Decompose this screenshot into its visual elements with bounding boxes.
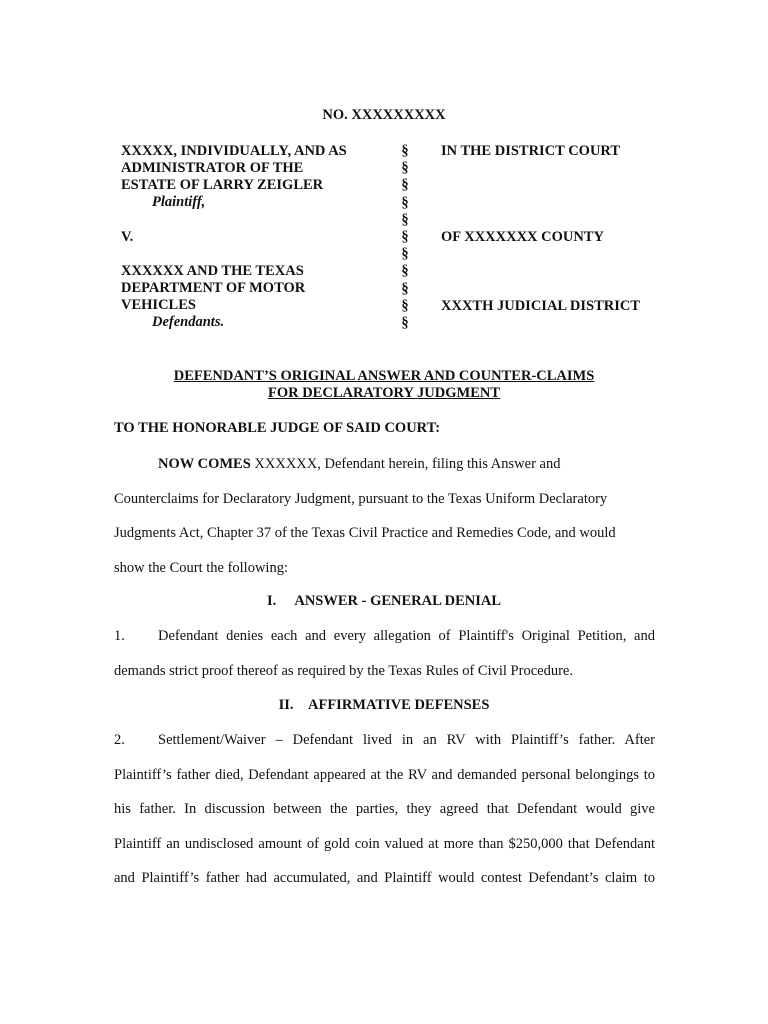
paragraph-line: Plaintiff’s father died, Defendant appeared at the RV and demanded personal belongings to [114, 766, 655, 783]
paragraph-number: 2. [114, 732, 125, 748]
section-symbol-column [399, 143, 411, 332]
section-symbol: § [401, 314, 409, 331]
section-2-title: AFFIRMATIVE DEFENSES [308, 697, 490, 713]
paragraph-line: Defendant denies each and every allegation of Plaintiff's Original Petition, and [158, 628, 655, 644]
paragraph-line: Settlement/Waiver – Defendant lived in an RV with Plaintiff’s father. After [158, 732, 655, 748]
title-line: FOR DECLARATORY JUDGMENT [267, 385, 501, 401]
intro-paragraph [114, 456, 655, 594]
plaintiff-line: ADMINISTRATOR OF THE [121, 160, 304, 176]
defendant-line: DEPARTMENT OF MOTOR [121, 280, 306, 296]
document-title [0, 368, 768, 402]
section-symbol: § [401, 263, 409, 280]
section-symbol: § [401, 280, 409, 297]
section-symbol: § [401, 211, 409, 228]
plaintiff-line: ESTATE OF LARRY ZEIGLER [121, 177, 324, 193]
paragraph-1-line-1 [114, 628, 655, 663]
section-symbol: § [401, 160, 409, 177]
case-number: NO. XXXXXXXXX [322, 107, 446, 123]
salutation: TO THE HONORABLE JUDGE OF SAID COURT: [114, 420, 441, 436]
paragraph-line: his father. In discussion between the parties, they agreed that Defendant would give [114, 801, 655, 818]
plaintiff-role: Plaintiff, [152, 194, 206, 210]
section-symbol: § [401, 143, 409, 159]
title-line: DEFENDANT’S ORIGINAL ANSWER AND COUNTER-CLAIMS [173, 368, 595, 384]
section-1-numeral: I. [266, 593, 277, 609]
intro-lead: NOW COMES [158, 456, 251, 472]
paragraph-2-line-1 [114, 732, 655, 767]
paragraph-2 [114, 732, 655, 905]
defendant-role: Defendants. [152, 314, 225, 330]
intro-line: XXXXXX, Defendant herein, filing this Answer and [250, 456, 561, 472]
plaintiff-line: XXXXX, INDIVIDUALLY, AND AS [121, 143, 347, 159]
section-2-numeral: II. [278, 697, 294, 713]
county-name: OF XXXXXXX COUNTY [441, 229, 604, 245]
intro-line: Judgments Act, Chapter 37 of the Texas Civil Practice and Remedies Code, and would [114, 525, 616, 542]
judicial-district: XXXTH JUDICIAL DISTRICT [441, 298, 641, 314]
section-symbol: § [401, 297, 409, 314]
paragraph-line: Plaintiff an undisclosed amount of gold coin valued at more than $250,000 that Defendant [114, 835, 655, 852]
section-1-heading [0, 593, 768, 610]
caption-defendant [121, 263, 391, 331]
section-symbol: § [401, 177, 409, 194]
caption-versus: V. [121, 229, 134, 245]
section-symbol: § [401, 194, 409, 211]
intro-line: Counterclaims for Declaratory Judgment, pursuant to the Texas Uniform Declaratory [114, 490, 608, 507]
paragraph-number: 1. [114, 628, 125, 644]
court-name: IN THE DISTRICT COURT [441, 143, 621, 159]
paragraph-1 [114, 628, 655, 697]
section-1-title: ANSWER - GENERAL DENIAL [294, 593, 502, 609]
caption-plaintiff [121, 143, 391, 211]
defendant-line: VEHICLES [121, 297, 196, 313]
paragraph-line: and Plaintiff’s father had accumulated, and Plaintiff would contest Defendant’s claim to [114, 870, 655, 887]
section-symbol: § [401, 246, 409, 263]
defendant-line: XXXXXX AND THE TEXAS [121, 263, 304, 279]
intro-line: show the Court the following: [114, 559, 288, 576]
section-symbol: § [401, 228, 409, 245]
section-2-heading [0, 697, 768, 714]
paragraph-line: demands strict proof thereof as required by the Texas Rules of Civil Procedure. [114, 662, 573, 679]
